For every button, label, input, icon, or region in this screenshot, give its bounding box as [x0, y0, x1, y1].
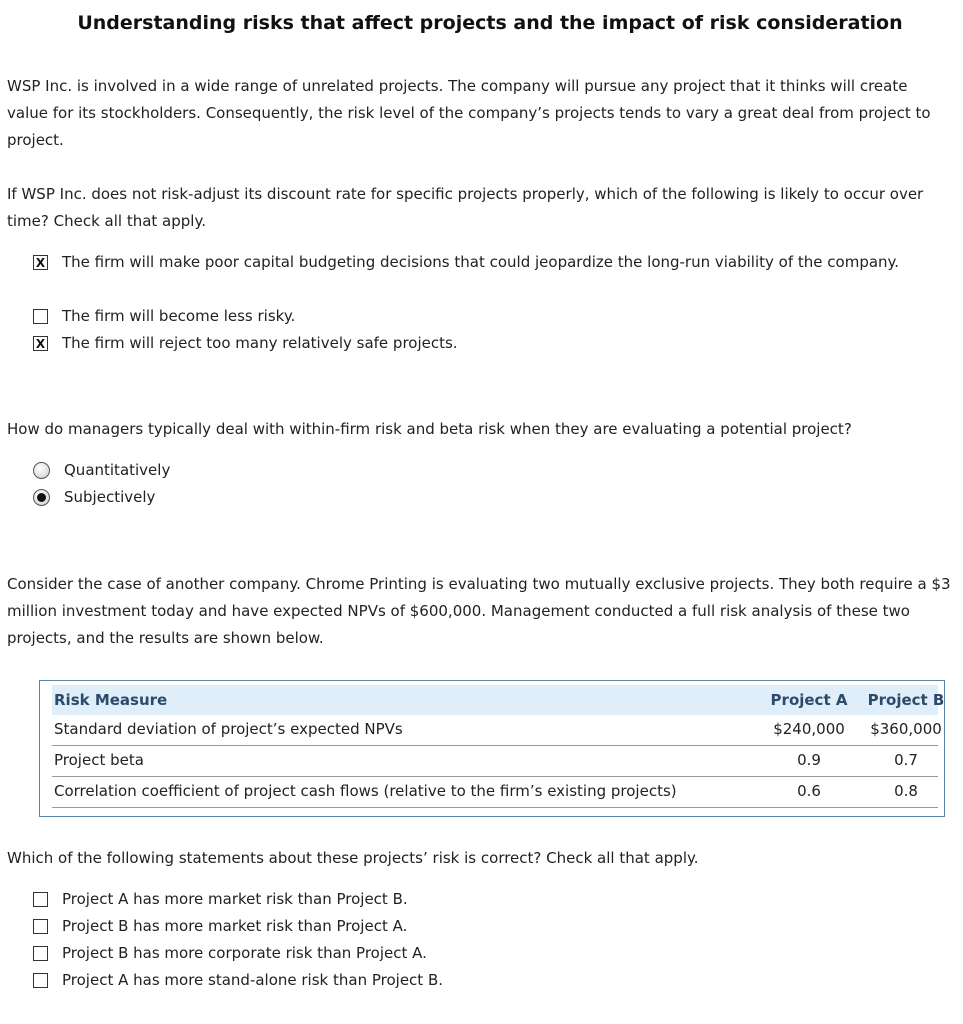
checkbox[interactable]	[33, 946, 48, 961]
q3-option-1[interactable]	[33, 886, 912, 913]
cell: Standard deviation of project’s expected NPVs	[54, 720, 403, 738]
option-label: Project A has more market risk than Project B.	[62, 890, 408, 908]
intro-paragraph: WSP Inc. is involved in a wide range of unrelated projects. The company will pursue any project that it thinks will create value for its stockholders. Consequently, the risk level of the company’s projects tends to vary a great deal from project to project.	[7, 77, 931, 149]
option-label: Quantitatively	[64, 461, 171, 479]
option-label: The firm will make poor capital budgeting decisions that could jeopardize the long-run viability of the company.	[62, 253, 900, 271]
table-row	[52, 714, 942, 744]
option-label: Project B has more corporate risk than Project A.	[62, 944, 427, 962]
case-paragraph: Consider the case of another company. Chrome Printing is evaluating two mutually exclusive projects. They both require a $3 million investment today and have expected NPVs of $600,000. Management conducted a full risk analysis of these two projects, and the results are shown below.	[7, 575, 951, 647]
cell: 0.7	[894, 751, 918, 769]
header-risk-measure: Risk Measure	[54, 691, 168, 709]
q3-option-3[interactable]	[33, 940, 912, 967]
q2-option-subjectively[interactable]	[33, 484, 914, 511]
option-label: Subjectively	[64, 488, 156, 506]
checkbox[interactable]	[33, 892, 48, 907]
cell: $360,000	[870, 720, 942, 738]
question-2-prompt: How do managers typically deal with within-firm risk and beta risk when they are evaluating a potential project?	[7, 420, 852, 438]
q3-option-2[interactable]	[33, 913, 912, 940]
cell: 0.6	[797, 782, 821, 800]
row-divider	[52, 807, 938, 808]
table-header-row	[52, 685, 945, 715]
option-label: Project B has more market risk than Project A.	[62, 917, 408, 935]
checkbox[interactable]	[33, 919, 48, 934]
q3-option-4[interactable]	[33, 967, 912, 994]
checkbox[interactable]: X	[33, 336, 48, 351]
table-row	[52, 776, 938, 806]
radio-button[interactable]	[33, 462, 50, 479]
checkbox[interactable]	[33, 973, 48, 988]
cell: 0.9	[797, 751, 821, 769]
checkbox[interactable]	[33, 309, 48, 324]
question-1-prompt: If WSP Inc. does not risk-adjust its discount rate for specific projects properly, which of the following is likely to occur over time? Check all that apply.	[7, 185, 924, 230]
cell: 0.8	[894, 782, 918, 800]
option-label: Project A has more stand-alone risk than Project B.	[62, 971, 443, 989]
cell: Project beta	[54, 751, 144, 769]
q1-option-3[interactable]	[33, 330, 912, 357]
risk-table	[39, 680, 945, 817]
header-project-a: Project A	[770, 691, 848, 709]
checkbox[interactable]: X	[33, 255, 48, 270]
q2-option-quantitatively[interactable]	[33, 457, 914, 484]
header-project-b: Project B	[867, 691, 945, 709]
q1-option-1[interactable]	[33, 249, 912, 276]
cell: Correlation coefficient of project cash flows (relative to the firm’s existing projects)	[54, 782, 677, 800]
question-3-prompt: Which of the following statements about these projects’ risk is correct? Check all that apply.	[7, 849, 699, 867]
q1-option-2[interactable]	[33, 303, 912, 330]
radio-button[interactable]	[33, 489, 50, 506]
option-label: The firm will reject too many relatively safe projects.	[62, 334, 458, 352]
option-label: The firm will become less risky.	[62, 307, 296, 325]
table-row	[52, 745, 938, 775]
cell: $240,000	[773, 720, 845, 738]
page-title: Understanding risks that affect projects and the impact of risk consideration	[77, 12, 903, 34]
